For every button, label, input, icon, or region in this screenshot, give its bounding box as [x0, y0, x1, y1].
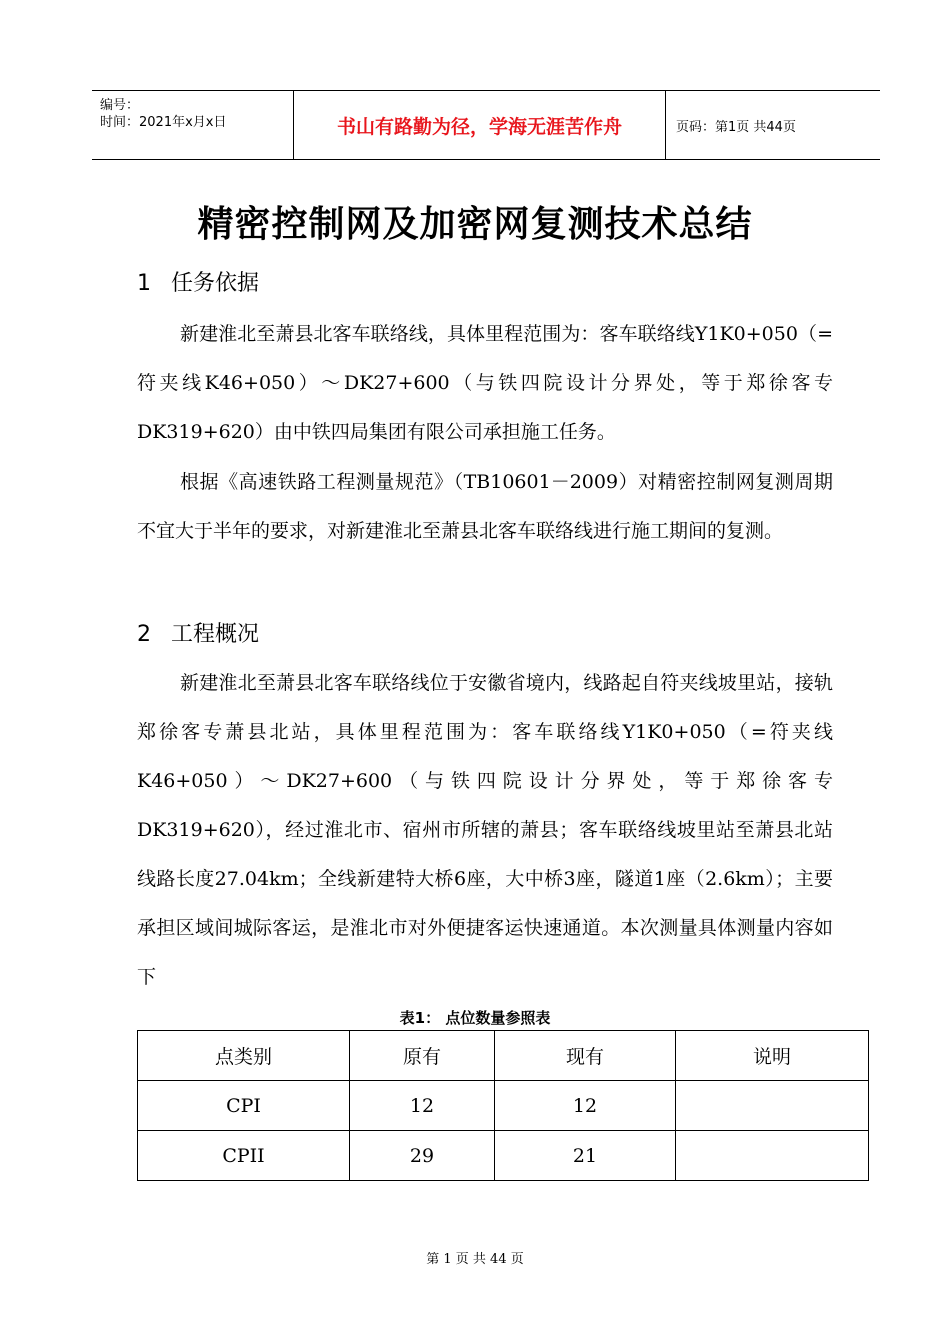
table-cell [676, 1131, 869, 1181]
table-header-cell: 点类别 [138, 1031, 350, 1081]
section-number: 1 [137, 271, 151, 296]
section-title: 任务依据 [171, 271, 260, 296]
table-cell: CPI [138, 1081, 350, 1131]
paragraph: 根据《高速铁路工程测量规范》（TB10601－2009）对精密控制网复测周期不宜大于半年的要求，对新建淮北至萧县北客车联络线进行施工期间的复测。 [137, 471, 833, 542]
table-cell: 29 [350, 1131, 495, 1181]
table-caption: 表1： 点位数量参照表 [399, 1009, 551, 1027]
document-time: 时间：2021年x月x日 [100, 115, 227, 130]
header-motto: 书山有路勤为径，学海无涯苦作舟 [293, 91, 666, 159]
table-cell: CPII [138, 1131, 350, 1181]
table-cell: 12 [495, 1081, 676, 1131]
point-count-table [137, 1030, 869, 1181]
page-footer: 第 1 页 共 44 页 [426, 1252, 524, 1267]
header-page-info: 页码：第1页 共44页 [676, 119, 796, 135]
table-cell: 12 [350, 1081, 495, 1131]
paragraph: 新建淮北至萧县北客车联络线，具体里程范围为：客车联络线Y1K0+050（=符夹线K46+050）～DK27+600（与铁四院设计分界处，等于郑徐客专DK319+620）由中铁四局集团有限公司承担施工任务。 [137, 323, 833, 443]
document-number-label: 编号： [100, 98, 140, 113]
table-header-cell: 现有 [495, 1031, 676, 1081]
paragraph: 新建淮北至萧县北客车联络线位于安徽省境内，线路起自符夹线坡里站，接轨郑徐客专萧县北站，具体里程范围为：客车联络线Y1K0+050（=符夹线K46+050）～DK27+600（与铁四院设计分界处，等于郑徐客专DK319+620），经过淮北市、宿州市所辖的萧县；客车联络线坡里站至萧县北站线路长度27.04km；全线新建特大桥6座，大中桥3座，隧道1座（2.6km）；主要承担区域间城际客运，是淮北市对外便捷客运快速通道。本次测量具体测量内容如下 [137, 672, 833, 988]
section-heading-2 [137, 617, 259, 648]
table-header-cell: 说明 [676, 1031, 869, 1081]
table-row [138, 1131, 869, 1181]
table-cell [676, 1081, 869, 1131]
header-meta [92, 91, 293, 159]
table-header-cell: 原有 [350, 1031, 495, 1081]
table-row [138, 1081, 869, 1131]
section-number: 2 [137, 622, 151, 647]
document-title: 精密控制网及加密网复测技术总结 [197, 204, 753, 245]
table-cell: 21 [495, 1131, 676, 1181]
page-header [92, 90, 880, 160]
table-header-row [138, 1031, 869, 1081]
section-title: 工程概况 [171, 622, 260, 647]
section-heading-1 [137, 266, 259, 297]
